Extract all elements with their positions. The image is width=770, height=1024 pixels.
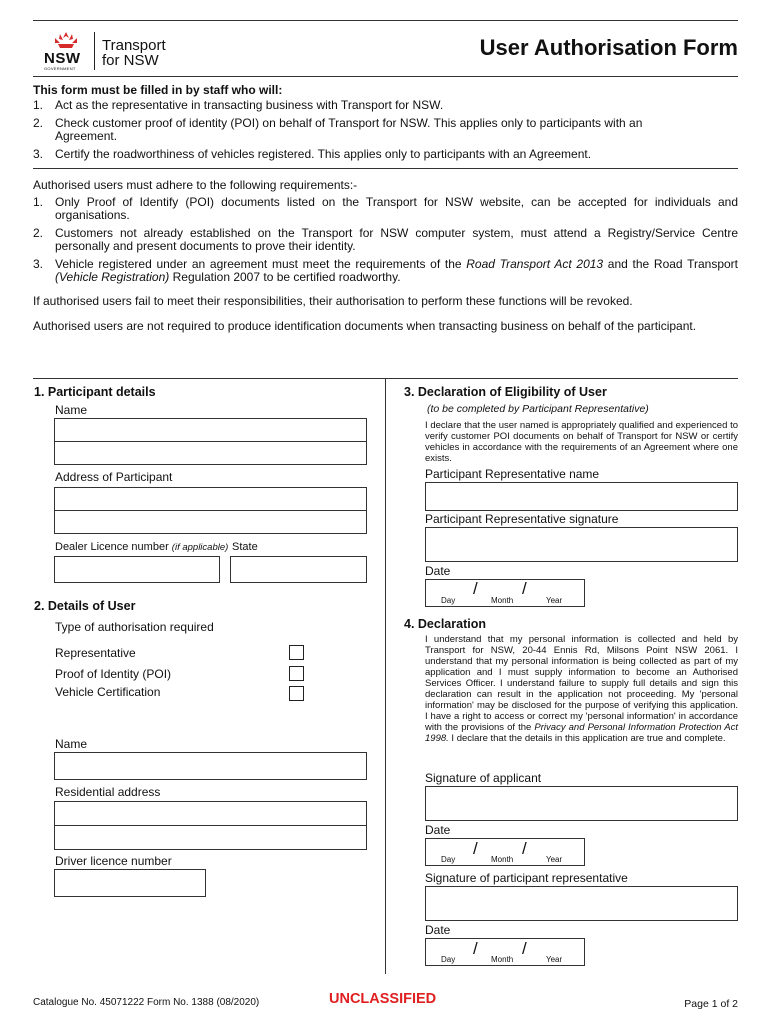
intro-item-num: 2.: [33, 116, 44, 130]
participant-name-line2[interactable]: [54, 441, 367, 465]
req-item-text-e: Regulation 2007 to be certified roadworthy.: [169, 270, 401, 284]
date-year-label: Year: [546, 855, 563, 864]
state-label: State: [232, 541, 258, 553]
representative-checkbox[interactable]: [289, 645, 304, 660]
req-item-num: 3.: [33, 257, 44, 271]
date-month-label: Month: [491, 596, 514, 605]
revoke-text: If authorised users fail to meet their responsibilities, their authorisation to perform these functions will be revoked.: [33, 294, 633, 308]
waratah-icon: [46, 30, 86, 50]
user-name-input[interactable]: [54, 752, 367, 780]
privacy-act-name: Privacy and Personal Information Protection Act 1998.: [425, 722, 738, 744]
driver-licence-input[interactable]: [54, 869, 206, 897]
auth-type-label: Type of authorisation required: [55, 620, 214, 634]
section3-subheading: (to be completed by Participant Representative): [427, 403, 649, 415]
req-item: [55, 258, 738, 284]
residential-address-line1[interactable]: [54, 801, 367, 826]
date-month-label: Month: [491, 955, 514, 964]
residential-address-label: Residential address: [55, 785, 161, 799]
section4-date-label: Date: [425, 823, 451, 837]
user-name-label: Name: [55, 737, 88, 751]
section3-heading: 3. Declaration of Eligibility of User: [404, 385, 607, 399]
column-divider: [385, 378, 386, 974]
req-item-num: 2.: [33, 226, 44, 240]
req-item-text-a: Vehicle registered under an agreement must meet the requirements of the: [55, 257, 467, 271]
rep-signature-label: Participant Representative signature: [425, 512, 619, 526]
no-id-text: Authorised users are not required to produce identification documents when transacting business on behalf of the participant.: [33, 319, 697, 333]
date-day-label: Day: [441, 596, 456, 605]
state-input[interactable]: [230, 556, 367, 583]
date-separator: /: [522, 939, 527, 958]
req-item: Only Proof of Identify (POI) documents listed on the Transport for NSW website, can be accepted for individuals and organisations.: [55, 195, 738, 222]
logo-subtext: GOVERNMENT: [44, 66, 76, 71]
date-month-label: Month: [491, 855, 514, 864]
participant-name-label: Name: [55, 403, 88, 417]
req-item-reg: (Vehicle Registration): [55, 270, 170, 284]
brand-line2: for NSW: [102, 52, 159, 69]
date-separator: /: [522, 839, 527, 858]
participant-address-line2[interactable]: [54, 510, 367, 534]
rep-name-label: Participant Representative name: [425, 467, 600, 481]
residential-address-line2[interactable]: [54, 825, 367, 850]
requirements-heading: Authorised users must adhere to the following requirements:-: [33, 178, 358, 192]
dealer-hint-text: (if applicable): [171, 542, 229, 553]
section4-date2-label: Date: [425, 923, 451, 937]
rep-signature-input[interactable]: [425, 527, 738, 562]
date-year-label: Year: [546, 955, 563, 964]
intro-item: Act as the representative in transacting business with Transport for NSW.: [55, 98, 444, 112]
top-rule: [33, 20, 738, 21]
intro-item-num: 1.: [33, 98, 44, 112]
section4-heading: 4. Declaration: [404, 617, 486, 631]
declaration-text-a: I understand that my personal information is collected and held by Transport for NSW, 20-44 Ennis Rd, Milsons Point NSW 2061. I understand that my personal information is being collected as part of my application and I must supply information to become an Authorised Services Officer. I understand failure to supply full details and sign this declaration can result in the application not proceeding. My 'personal information' may be disclosed for the purpose of verifying this application. I have a right to access or correct my 'personal information' in accordance with the provisions of the: [425, 634, 738, 733]
section1-heading: 1. Participant details: [34, 385, 156, 399]
brand-line1: Transport: [102, 37, 166, 54]
participant-address-line1[interactable]: [54, 487, 367, 511]
req-item-num: 1.: [33, 195, 44, 209]
page-number: Page 1 of 2: [684, 998, 738, 1010]
participant-address-label: Address of Participant: [55, 470, 173, 484]
intro-heading: This form must be filled in by staff who will:: [33, 83, 283, 97]
option-representative-label: Representative: [55, 646, 136, 660]
option-poi-label: Proof of Identity (POI): [55, 667, 172, 681]
date-separator: /: [522, 579, 527, 598]
participant-rep-signature-input[interactable]: [425, 886, 738, 921]
intro-item: Certify the roadworthiness of vehicles registered. This applies only to participants with an Agreement.: [55, 147, 592, 161]
vehicle-certification-checkbox[interactable]: [289, 686, 304, 701]
rep-name-input[interactable]: [425, 482, 738, 511]
date-year-label: Year: [546, 596, 563, 605]
req-item: Customers not already established on the Transport for NSW computer system, must attend a Registry/Service Centre personally and present documents to prove their identity.: [55, 226, 738, 253]
nsw-logo: [42, 30, 92, 72]
section3-date-label: Date: [425, 564, 451, 578]
poi-checkbox[interactable]: [289, 666, 304, 681]
declaration-text-c: I declare that the details in this application are true and complete.: [448, 733, 726, 744]
classification-label: UNCLASSIFIED: [329, 991, 437, 1007]
participant-name-line1[interactable]: [54, 418, 367, 442]
intro-item: Check customer proof of identity (POI) on behalf of Transport for NSW. This applies only to participants with an Agreement.: [55, 116, 643, 143]
catalogue-number: Catalogue No. 45071222 Form No. 1388 (08/2020): [33, 997, 260, 1008]
option-vehicle-label: Vehicle Certification: [55, 685, 161, 699]
date-separator: /: [473, 939, 478, 958]
date-separator: /: [473, 839, 478, 858]
eligibility-declaration-text: I declare that the user named is appropriately qualified and experienced to verify customer POI documents on behalf of Transport for NSW or certify vehicles in accordance with the requirements of an Agreement where one exists.: [425, 420, 738, 464]
req-item-text-c: and the Road Transport: [603, 257, 738, 271]
date-day-label: Day: [441, 855, 456, 864]
dealer-licence-input[interactable]: [54, 556, 220, 583]
logo-text: NSW: [44, 50, 81, 67]
date-separator: /: [473, 579, 478, 598]
applicant-signature-label: Signature of applicant: [425, 771, 542, 785]
section2-heading: 2. Details of User: [34, 599, 136, 613]
dealer-label-text: Dealer Licence number: [55, 541, 169, 553]
header-rule: [33, 76, 738, 77]
dealer-licence-label: [55, 541, 228, 554]
declaration-text: [425, 634, 738, 744]
driver-licence-label: Driver licence number: [55, 854, 172, 868]
participant-rep-signature-label: Signature of participant representative: [425, 871, 628, 885]
req-item-act: Road Transport Act 2013: [466, 257, 604, 271]
intro-item-num: 3.: [33, 147, 44, 161]
date-day-label: Day: [441, 955, 456, 964]
logo-divider: [94, 32, 95, 70]
applicant-signature-input[interactable]: [425, 786, 738, 821]
page-title: User Authorisation Form: [479, 35, 738, 60]
intro-rule: [33, 168, 738, 169]
